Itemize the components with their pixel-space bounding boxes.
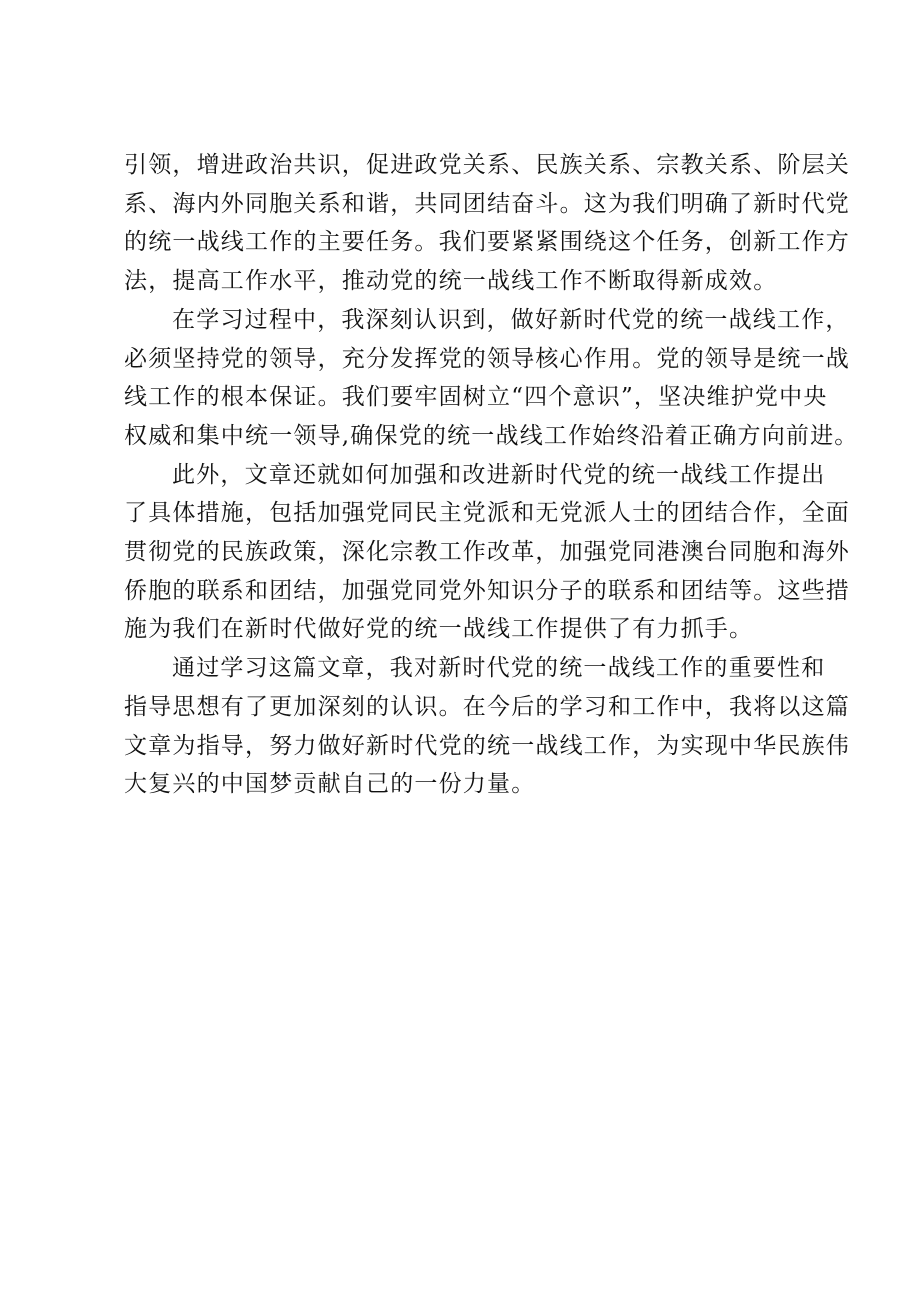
text-line: 施为我们在新时代做好党的统一战线工作提供了有力抓手。 <box>124 616 754 643</box>
text-line: 指导思想有了更加深刻的认识。在今后的学习和工作中，我将以这篇 <box>124 693 850 720</box>
text-line: 线工作的根本保证。我们要牢固树立“四个意识”，坚决维护党中央 <box>124 384 828 411</box>
text-line: 通过学习这篇文章，我对新时代党的统一战线工作的重要性和 <box>172 655 826 682</box>
text-line: 在学习过程中，我深刻认识到，做好新时代党的统一战线工作， <box>172 306 850 333</box>
text-line: 的统一战线工作的主要任务。我们要紧紧围绕这个任务，创新工作方 <box>124 229 850 256</box>
paragraph-2 <box>124 301 859 456</box>
text-line: 了具体措施，包括加强党同民主党派和无党派人士的团结合作，全面 <box>124 500 850 527</box>
paragraph-3 <box>124 456 850 650</box>
text-line: 系、海内外同胞关系和谐，共同团结奋斗。这为我们明确了新时代党 <box>124 190 850 217</box>
text-line: 必须坚持党的领导，充分发挥党的领导核心作用。党的领导是统一战 <box>124 345 850 372</box>
text-line: 引领，增进政治共识，促进政党关系、民族关系、宗教关系、阶层关 <box>124 152 850 178</box>
text-line: 法，提高工作水平，推动党的统一战线工作不断取得新成效。 <box>124 268 778 295</box>
text-line: 此外，文章还就如何加强和改进新时代党的统一战线工作提出 <box>172 461 826 488</box>
text-line: 侨胞的联系和团结，加强党同党外知识分子的联系和团结等。这些措 <box>124 577 850 604</box>
paragraph-1 <box>124 146 850 301</box>
text-line: 文章为指导，努力做好新时代党的统一战线工作，为实现中华民族伟 <box>124 732 850 759</box>
text-line: 大复兴的中国梦贡献自己的一份力量。 <box>124 771 536 798</box>
paragraph-4 <box>124 649 850 804</box>
text-line: 权威和集中统一领导,确保党的统一战线工作始终沿着正确方向前进。 <box>124 422 859 449</box>
text-line: 贯彻党的民族政策，深化宗教工作改革，加强党同港澳台同胞和海外 <box>124 539 850 566</box>
document-body <box>124 146 859 804</box>
